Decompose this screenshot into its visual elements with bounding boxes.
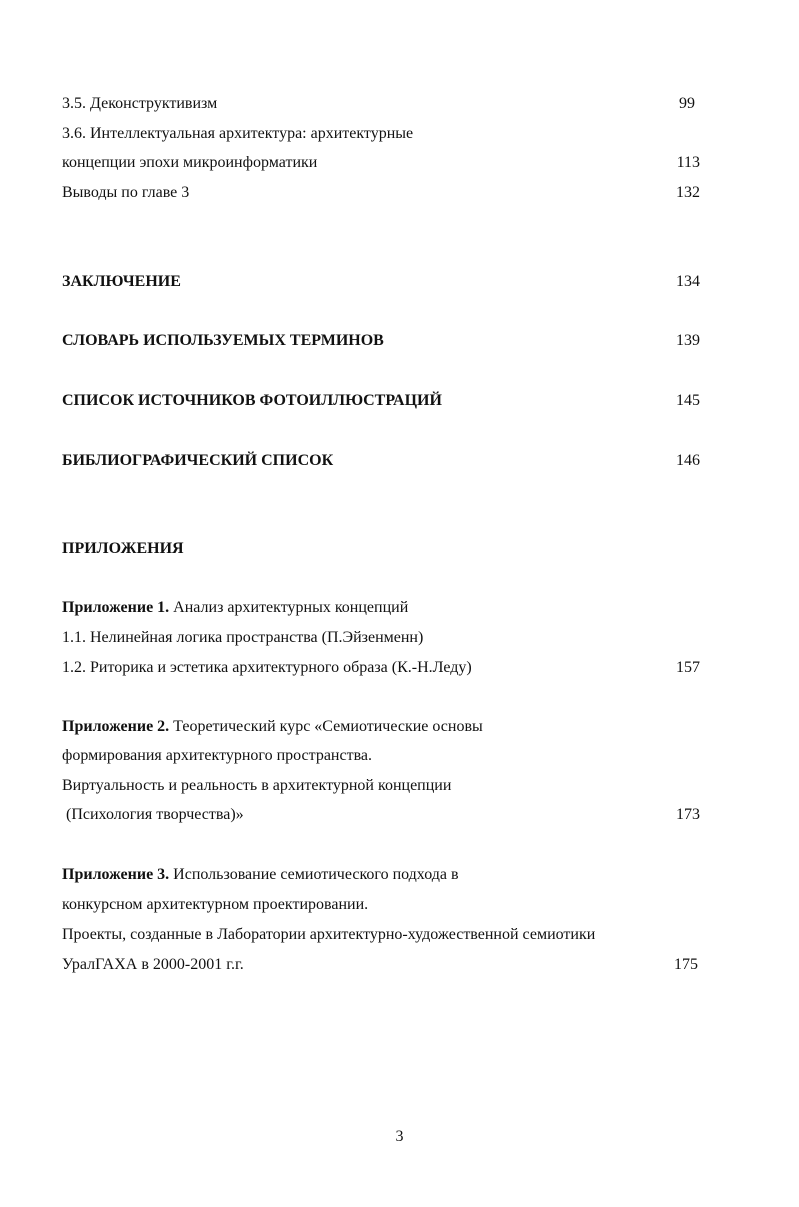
appendix-1-title (62, 598, 408, 618)
toc-page-glossary: 139 (676, 332, 700, 349)
appendix-2-text: Теоретический курс «Семиотические основы (169, 718, 483, 735)
toc-entry-3-6-line2: концепции эпохи микроинформатики (62, 154, 318, 171)
toc-entry-3-6-line1: 3.6. Интеллектуальная архитектура: архитектурные (62, 125, 414, 142)
appendix-1-text: Анализ архитектурных концепций (169, 599, 409, 616)
toc-entry-conclusions-3: Выводы по главе 3 (62, 184, 190, 201)
appendices-heading: ПРИЛОЖЕНИЯ (62, 540, 184, 557)
appendix-1-item-1: 1.1. Нелинейная логика пространства (П.Эйзенменн) (62, 629, 424, 646)
toc-page-conclusion: 134 (676, 273, 700, 290)
toc-entry-photo-sources: СПИСОК ИСТОЧНИКОВ ФОТОИЛЛЮСТРАЦИЙ (62, 392, 442, 409)
toc-page-photo-sources: 145 (676, 392, 700, 409)
appendix-2-line-4: (Психология творчества)» (62, 806, 244, 823)
appendix-3-line-4: УралГАХА в 2000-2001 г.г. (62, 956, 244, 973)
toc-page-appendix-2: 173 (676, 806, 700, 823)
toc-entry-glossary: СЛОВАРЬ ИСПОЛЬЗУЕМЫХ ТЕРМИНОВ (62, 332, 384, 349)
toc-page-appendix-3: 175 (674, 956, 698, 973)
toc-entry-conclusion: ЗАКЛЮЧЕНИЕ (62, 273, 181, 290)
appendix-3-text: Использование семиотического подхода в (169, 866, 459, 883)
toc-page-bibliography: 146 (676, 452, 700, 469)
appendix-2-line-2: формирования архитектурного пространства. (62, 747, 373, 764)
appendix-3-title (62, 865, 459, 885)
appendix-2-line-3: Виртуальность и реальность в архитектурной концепции (62, 777, 452, 794)
appendix-3-line-2: конкурсном архитектурном проектировании. (62, 896, 369, 913)
toc-page-appendix-1: 157 (676, 659, 700, 676)
appendix-2-title (62, 717, 483, 737)
appendix-3-label: Приложение 3. (62, 866, 170, 883)
toc-entry-bibliography: БИБЛИОГРАФИЧЕСКИЙ СПИСОК (62, 452, 334, 469)
appendix-1-item-2: 1.2. Риторика и эстетика архитектурного образа (К.-Н.Леду) (62, 659, 472, 676)
page-number: 3 (395, 1128, 404, 1145)
toc-page-conclusions-3: 132 (676, 184, 700, 201)
toc-page-3-5: 99 (679, 95, 695, 112)
toc-page-3-6: 113 (676, 154, 700, 171)
toc-entry-3-5: 3.5. Деконструктивизм (62, 95, 218, 112)
appendix-3-line-3: Проекты, созданные в Лаборатории архитектурно-художественной семиотики (62, 926, 596, 943)
appendix-1-label: Приложение 1. (62, 599, 170, 616)
appendix-2-label: Приложение 2. (62, 718, 170, 735)
